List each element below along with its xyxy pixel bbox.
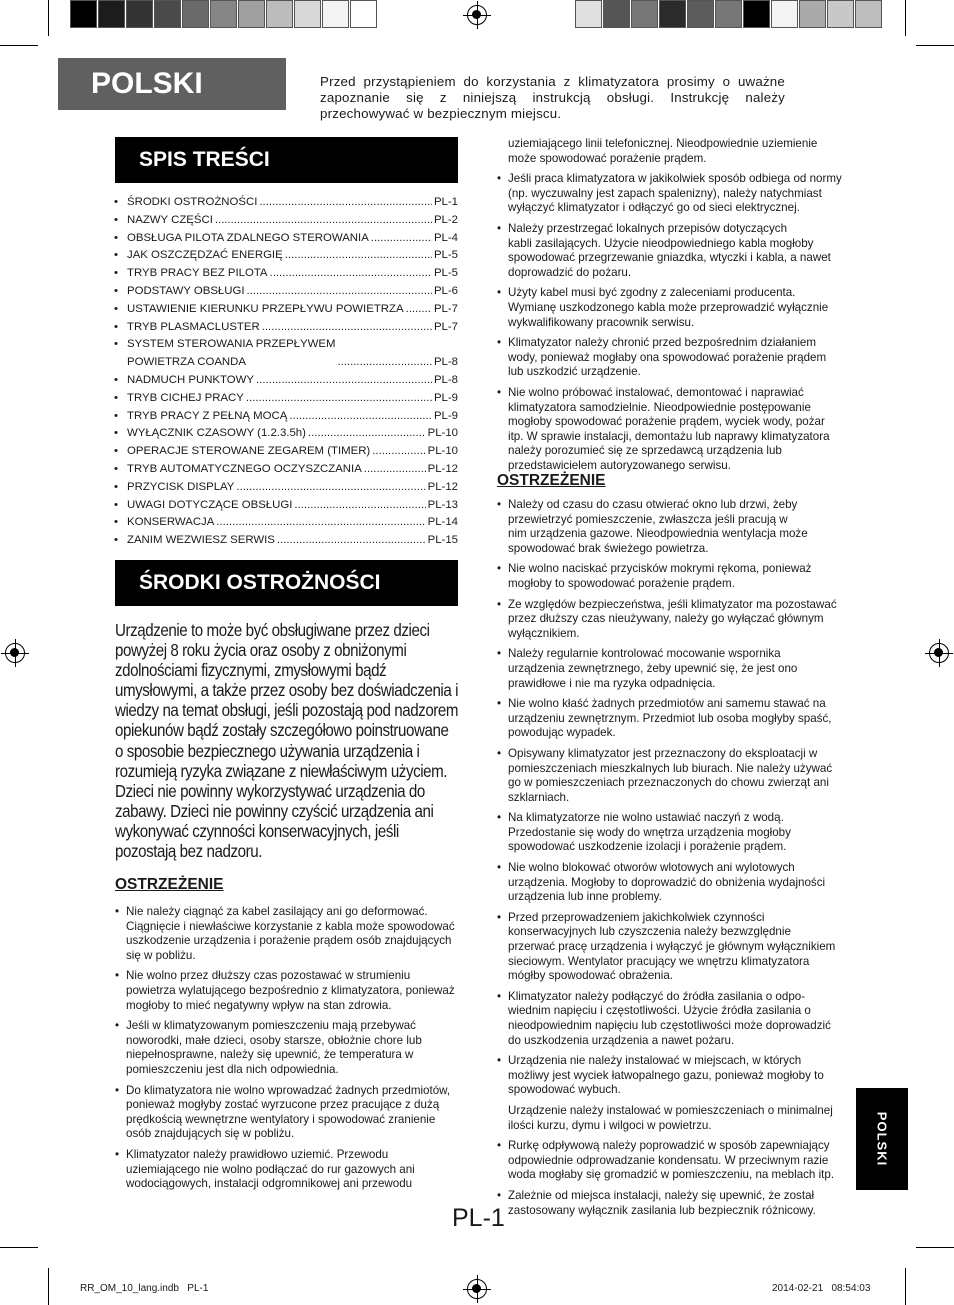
toc-item[interactable] bbox=[112, 479, 458, 497]
toc-leader bbox=[406, 301, 432, 319]
toc-leader bbox=[236, 479, 425, 497]
toc-item-page: PL-2 bbox=[433, 213, 458, 226]
toc-item-page: PL-7 bbox=[433, 302, 458, 315]
warning-item: • Zależnie od miejsca instalacji, należy się upewnić, że został zastosowany wyłącznik zasilania lub bezpiecznik różnicowy. bbox=[497, 1189, 847, 1218]
toc-item-title: • TRYB PRACY Z PEŁNĄ MOCĄ bbox=[127, 409, 288, 422]
toc-item-title: • ŚRODKI OSTROŻNOŚCI bbox=[127, 196, 258, 208]
warning-item: • Rurkę odpływową należy poprowadzić w sposób zapewniający odpowiednie odprowadzanie kondensatu. W przeciwnym razie woda mogłaby się gromadzić w pomieszczeniu, na meblach itp. bbox=[497, 1139, 847, 1183]
toc-item[interactable] bbox=[112, 425, 458, 443]
toc-item[interactable] bbox=[112, 230, 458, 248]
toc-item-title: • USTAWIENIE KIERUNKU PRZEPŁYWU POWIETRZA bbox=[127, 302, 404, 315]
toc-item-title: • TRYB AUTOMATYCZNEGO OCZYSZCZANIA bbox=[127, 462, 362, 475]
warning-item: • Jeśli praca klimatyzatora w jakikolwiek sposób odbiega od normy (np. wyczuwalny jest zapach spalenizny), należy natychmiast wyłączyć klimatyzator i odłączyć go od sieci elektrycznej. bbox=[497, 172, 847, 216]
warning-item-text: uziemiającego linii telefonicznej. Nieodpowiednie uziemienie może spowodować porażenie prądem. bbox=[508, 137, 818, 165]
warning-item: • Klimatyzator należy chronić przed bezpośrednim działaniem wody, ponieważ mogłaby ona spowodować porażenie prądem lub uszkodzić urządzenie. bbox=[497, 336, 847, 380]
safety-heading: ŚRODKI OSTROŻNOŚCI bbox=[115, 560, 458, 606]
toc-item-page: PL-6 bbox=[433, 284, 458, 297]
crop-mark bbox=[48, 1268, 49, 1305]
warning-item: • Nie wolno przez dłuższy czas pozostawać w strumieniu powietrza wylatującego bezpośrednio z klimatyzatora, ponieważ mogłoby to mieć negatywny wpływ na stan zdrowia. bbox=[115, 969, 465, 1013]
toc-leader bbox=[262, 319, 432, 337]
warning-list bbox=[115, 905, 465, 1198]
language-title: POLSKI bbox=[58, 58, 286, 110]
toc-item[interactable] bbox=[112, 319, 458, 337]
toc-leader bbox=[215, 212, 432, 230]
warning-item: • Należy regularnie kontrolować mocowanie wspornika urządzenia zewnętrznego, żeby upewnić się, że jest ono prawidłowe i nie ma ryzyka odpadnięcia. bbox=[497, 647, 847, 691]
warning-item: • Nie wolno naciskać przycisków mokrymi rękoma, ponieważ mogłoby to spowodować porażenie prądem. bbox=[497, 562, 847, 591]
toc-item-page: PL-7 bbox=[433, 320, 458, 333]
toc-item-page: PL-12 bbox=[427, 462, 458, 475]
toc-item[interactable] bbox=[112, 283, 458, 301]
warning-item: • Należy od czasu do czasu otwierać okno lub drzwi, żeby przewietrzyć pomieszczenie, zwłaszcza jeśli pracują w nim urządzenia gazowe. Nieodpowiednia wentylacja może spowodować brak świeżego powietrza. bbox=[497, 498, 847, 556]
toc-item[interactable] bbox=[112, 532, 458, 550]
warning-item: • Klimatyzator należy prawidłowo uziemić. Przewodu uziemiającego nie wolno podłączać do rur gazowych ani wodociągowych, instalacji odgromnikowej ani przewodu bbox=[115, 1148, 465, 1192]
warning-heading: OSTRZEŻENIE bbox=[497, 472, 606, 489]
toc-item-page: PL-12 bbox=[427, 480, 458, 493]
toc-item-page: PL-5 bbox=[433, 249, 458, 262]
footer-file: RR_OM_10_lang.indb PL-1 bbox=[80, 1283, 209, 1294]
toc-leader bbox=[308, 425, 426, 443]
toc-leader bbox=[270, 265, 432, 283]
toc-item-title: • KONSERWACJA bbox=[127, 516, 215, 529]
registration-mark-icon bbox=[929, 643, 949, 663]
toc-item-title: • WYŁĄCZNIK CZASOWY (1.2.3.5h) bbox=[127, 427, 306, 440]
crop-mark bbox=[0, 45, 38, 46]
warning-item: • Ze względów bezpieczeństwa, jeśli klimatyzator ma pozostawać przez dłuższy czas nieużywany, należy go wyłączać głównym wyłącznikiem. bbox=[497, 598, 847, 642]
toc-heading: SPIS TREŚCI bbox=[115, 137, 458, 183]
footer-timestamp: 2014-02-21 08:54:03 bbox=[772, 1283, 871, 1294]
toc-item[interactable] bbox=[112, 443, 458, 461]
registration-mark-icon bbox=[467, 1279, 487, 1299]
toc-item-title: • ZANIM WEZWIESZ SERWIS bbox=[127, 534, 275, 547]
toc-item-page: PL-13 bbox=[427, 498, 458, 511]
warning-item: • Należy przestrzegać lokalnych przepisów dotyczących kabli zasilających. Użycie nieodpowiedniego kabla mogłoby spowodować przegrzewanie gniazdka, wtyczki i kabla, a nawet doprowadzić do pożaru. bbox=[497, 222, 847, 280]
children-notice: Urządzenie to może być obsługiwane przez dzieci powyżej 8 roku życia oraz osoby z obniżonymi zdolnościami fizycznymi, zmysłowymi bądź umysłowymi, a także przez osoby bez doświadczenia i wiedzy na temat obsługi, jeśli pozostają pod nadzorem opiekunów bądź zostały szczegółowo poinstruowane o sposobie bezpiecznego używania urządzenia i rozumieją ryzyka związane z niewłaściwym użyciem. Dzieci nie powinny wykorzystywać urządzenia do zabawy. Dzieci nie powinny czyścić urządzenia ani wykonywać czynności konserwacyjnych, jeśli pozostają bez nadzoru. bbox=[115, 620, 459, 862]
warning-list-continued bbox=[497, 137, 847, 479]
registration-mark-icon bbox=[467, 5, 487, 25]
crop-mark bbox=[48, 0, 49, 36]
toc-leader bbox=[289, 408, 432, 426]
warning-heading: OSTRZEŻENIE bbox=[115, 876, 224, 893]
toc-leader bbox=[259, 194, 432, 212]
warning-item: • Na klimatyzatorze nie wolno ustawiać naczyń z wodą. Przedostanie się wody do wnętrza urządzenia mogłoby spowodować uszkodzenie izolacji i porażenie prądem. bbox=[497, 811, 847, 855]
toc-leader bbox=[256, 372, 432, 390]
toc-leader bbox=[371, 230, 432, 248]
registration-mark-icon bbox=[5, 643, 25, 663]
warning-list bbox=[497, 498, 847, 1224]
toc-item-title: • NADMUCH PUNKTOWY bbox=[127, 373, 254, 386]
toc-item-page: PL-9 bbox=[433, 409, 458, 422]
toc-item[interactable] bbox=[112, 408, 458, 426]
toc-leader bbox=[277, 532, 426, 550]
toc-item-page: PL-10 bbox=[427, 427, 458, 440]
toc-item[interactable] bbox=[112, 461, 458, 479]
toc-item-title: • TRYB CICHEJ PRACY bbox=[127, 391, 244, 404]
toc-item-title: • JAK OSZCZĘDZAĆ ENERGIĘ bbox=[127, 249, 283, 262]
color-bar-left bbox=[70, 0, 378, 30]
toc-leader bbox=[247, 283, 432, 301]
intro-text: Przed przystąpieniem do korzystania z klimatyzatora prosimy o uważne zapoznanie się z niniejszą instrukcją obsługi. Instrukcję należy przechowywać w bezpiecznym miejscu. bbox=[320, 74, 785, 121]
side-tab-label: POLSKI bbox=[874, 1111, 890, 1167]
toc-item-title: • NAZWY CZĘŚCI bbox=[127, 213, 213, 226]
toc-item[interactable] bbox=[112, 301, 458, 319]
toc-leader bbox=[294, 497, 425, 515]
toc-leader bbox=[364, 461, 426, 479]
toc-item[interactable] bbox=[112, 265, 458, 283]
toc-item-title: • TRYB PRACY BEZ PILOTA bbox=[127, 267, 268, 280]
warning-item: • Urządzenia nie należy instalować w miejscach, w których możliwy jest wyciek łatwopalnego gazu, ponieważ mogłoby to spowodować wybuch. bbox=[497, 1054, 847, 1098]
toc-item[interactable] bbox=[112, 194, 458, 212]
toc-item-page: PL-8 bbox=[433, 356, 458, 369]
toc-item-page: PL-1 bbox=[433, 196, 458, 208]
toc-item-title: • TRYB PLASMACLUSTER bbox=[127, 320, 260, 333]
toc-item-title: • PODSTAWY OBSŁUGI bbox=[127, 284, 245, 297]
warning-item: • Użyty kabel musi być zgodny z zaleceniami producenta. Wymianę uszkodzonego kabla może przeprowadzić wyłącznie wykwalifikowany pracownik serwisu. bbox=[497, 286, 847, 330]
toc-leader bbox=[337, 354, 432, 372]
crop-mark bbox=[905, 0, 906, 36]
toc-item-page: PL-10 bbox=[427, 445, 458, 458]
toc-item[interactable] bbox=[112, 336, 458, 372]
toc-item-title: • OPERACJE STEROWANE ZEGAREM (TIMER) bbox=[127, 445, 371, 458]
toc-item[interactable] bbox=[112, 212, 458, 230]
toc-item-page: PL-9 bbox=[433, 391, 458, 404]
toc-item-title: • OBSŁUGA PILOTA ZDALNEGO STEROWANIA bbox=[127, 231, 369, 244]
toc-item[interactable] bbox=[112, 497, 458, 515]
toc-item[interactable] bbox=[112, 372, 458, 390]
toc-leader bbox=[216, 514, 425, 532]
warning-item: • Przed przeprowadzeniem jakichkolwiek czynności konserwacyjnych lub czyszczenia należy bezwzględnie przerwać pracę urządzenia i wyłączyć je głównym wyłącznikiem sieciowym. Wentylator pracujący we wnętrzu klimatyzatora mógłby spowodować obrażenia. bbox=[497, 911, 847, 984]
toc-item-page: PL-8 bbox=[433, 373, 458, 386]
toc-item-title: • PRZYCISK DISPLAY bbox=[127, 480, 235, 493]
color-bar-right bbox=[575, 0, 883, 30]
toc-item-title: • SYSTEM STEROWANIA PRZEPŁYWEM POWIETRZA COANDA bbox=[127, 338, 336, 369]
warning-item: • Klimatyzator należy podłączyć do źródła zasilania o odpo- wiednim napięciu i częstotliwości. Użycie źródła zasilania o nieodpowiednim napięciu lub częstotliwości może doprowadzić do uszkodzenia urządzenia a nawet pożaru. bbox=[497, 990, 847, 1048]
crop-mark bbox=[916, 45, 954, 46]
toc-leader bbox=[285, 247, 432, 265]
toc-item[interactable] bbox=[112, 390, 458, 408]
warning-item: • Nie wolno próbować instalować, demontować i naprawiać klimatyzatora samodzielnie. Nieodpowiednie postępowanie mogłoby spowodować porażenie prądem, wyciek wody, pożar itp. W sprawie instalacji, demontażu lub naprawy klimatyzatora należy porozumieć się ze sprzedawcą urządzenia lub przedstawicielem autoryzowanego serwisu. bbox=[497, 386, 847, 474]
warning-item: • Jeśli w klimatyzowanym pomieszczeniu mają przebywać noworodki, małe dzieci, osoby starsze, obłożnie chore lub niepełnosprawne, należy się upewnić, że temperatura w pomieszczeniu jest dla nich odpowiednia. bbox=[115, 1019, 465, 1077]
warning-item: • Do klimatyzatora nie wolno wprowadzać żadnych przedmiotów, ponieważ mogłyby zostać wyrzucone przez pracujące z dużą prędkością wewnętrzne wentylatory i spowodować zranienie osób znajdujących się w pobliżu. bbox=[115, 1084, 465, 1142]
crop-mark bbox=[916, 1247, 954, 1248]
toc-item-page: PL-14 bbox=[427, 516, 458, 529]
toc-item[interactable] bbox=[112, 514, 458, 532]
toc-item-page: PL-15 bbox=[427, 534, 458, 547]
warning-item: • Nie wolno kłaść żadnych przedmiotów ani samemu stawać na urządzeniu zewnętrznym. Przedmiot lub osoba mogłyby spaść, powodując wypadek. bbox=[497, 697, 847, 741]
toc-leader bbox=[246, 390, 432, 408]
toc-list bbox=[112, 194, 458, 550]
warning-item: • Opisywany klimatyzator jest przeznaczony do eksploatacji w pomieszczeniach mieszkalnych lub biurach. Nie należy używać go w pomieszczeniach przeznaczonych do chowu zwierząt ani szklarniach. bbox=[497, 747, 847, 805]
crop-mark bbox=[905, 1268, 906, 1305]
warning-item-text: Urządzenie należy instalować w pomieszczeniach o minimalnej ilości kurzu, dymu i wilgoci w powietrzu. bbox=[508, 1103, 833, 1132]
page-number: PL-1 bbox=[452, 1204, 505, 1232]
toc-item-page: PL-4 bbox=[433, 231, 458, 244]
language-side-tab bbox=[856, 1088, 908, 1190]
warning-item: • Nie należy ciągnąć za kabel zasilający ani go deformować. Ciągnięcie i niewłaściwe korzystanie z kabla może spowodować uszkodzenie urządzenia i porażenie prądem osób znajdujących się w pobliżu. bbox=[115, 905, 465, 963]
toc-item-title: • UWAGI DOTYCZĄCE OBSŁUGI bbox=[127, 498, 293, 511]
toc-leader bbox=[372, 443, 425, 461]
toc-item[interactable] bbox=[112, 247, 458, 265]
toc-item-page: PL-5 bbox=[433, 267, 458, 280]
warning-item: • Nie wolno blokować otworów wlotowych ani wylotowych urządzenia. Mogłoby to doprowadzić do obniżenia wydajności urządzenia lub inne problemy. bbox=[497, 861, 847, 905]
crop-mark bbox=[0, 1247, 38, 1248]
